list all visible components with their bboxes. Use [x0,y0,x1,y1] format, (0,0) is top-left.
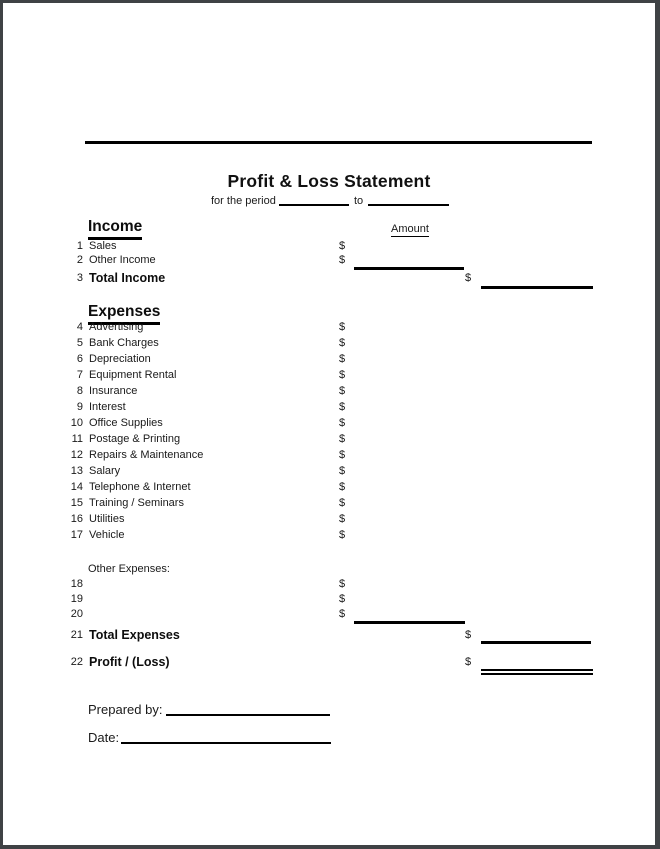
row-label: Salary [89,465,121,477]
profit-loss-double-line-bottom [481,673,593,675]
currency-symbol: $ [339,240,346,252]
row-number: 13 [70,465,83,477]
expense-row-interest [3,401,655,417]
currency-symbol: $ [339,321,346,333]
expenses-heading: Expenses [88,303,160,325]
currency-symbol: $ [339,481,346,493]
currency-symbol: $ [339,513,346,525]
row-number: 7 [76,369,83,381]
row-label: Vehicle [89,529,125,541]
currency-symbol: $ [339,385,346,397]
row-number: 17 [70,529,83,541]
profit-loss-double-line-top [481,669,593,671]
income-heading: Income [88,218,142,240]
row-number: 6 [76,353,83,365]
expense-row-repairs-maintenance [3,449,655,465]
expense-row-telephone-internet [3,481,655,497]
row-number: 12 [70,449,83,461]
row-label: Interest [89,401,126,413]
row-label: Office Supplies [89,417,163,429]
period-prefix-label: for the period [211,195,276,207]
row-label: Profit / (Loss) [89,655,170,669]
other-expenses-heading: Other Expenses: [88,563,170,575]
row-label: Advertising [89,321,144,333]
row-number: 1 [76,240,83,252]
period-connector-label: to [354,195,364,207]
page-title: Profit & Loss Statement [227,171,431,191]
expense-row-postage-printing [3,433,655,449]
row-number: 21 [70,629,83,641]
currency-symbol: $ [339,593,346,605]
total-expenses-line [481,641,591,644]
expense-row-advertising [3,321,655,337]
currency-symbol: $ [339,369,346,381]
currency-symbol: $ [465,629,472,641]
header-rule [85,141,592,144]
row-number: 5 [76,337,83,349]
expense-row-salary [3,465,655,481]
row-number: 14 [70,481,83,493]
currency-symbol: $ [339,465,346,477]
currency-symbol: $ [339,578,346,590]
row-number: 19 [70,593,83,605]
period-from-blank [279,204,349,206]
row-label: Depreciation [89,353,151,365]
row-label: Total Expenses [89,628,180,642]
currency-symbol: $ [339,608,346,620]
row-number: 8 [76,385,83,397]
row-number: 20 [70,608,83,620]
currency-symbol: $ [339,254,346,266]
currency-symbol: $ [339,433,346,445]
expense-row-bank-charges [3,337,655,353]
currency-symbol: $ [339,353,346,365]
expense-row-vehicle [3,529,655,545]
row-number: 11 [71,433,83,445]
row-label: Postage & Printing [89,433,181,445]
expense-row-office-supplies [3,417,655,433]
income-row-other-income [3,254,655,270]
row-label: Total Income [89,271,166,285]
other-expense-row-19 [3,593,655,609]
currency-symbol: $ [339,417,346,429]
currency-symbol: $ [339,337,346,349]
date-blank [121,742,331,744]
row-number: 16 [70,513,83,525]
expense-row-utilities [3,513,655,529]
row-label: Telephone & Internet [89,481,191,493]
currency-symbol: $ [465,656,472,668]
currency-symbol: $ [339,401,346,413]
row-number: 18 [70,578,83,590]
currency-symbol: $ [339,449,346,461]
prepared-by-blank [166,714,330,716]
date-label: Date: [88,730,120,745]
prepared-by-label: Prepared by: [88,702,163,717]
period-to-blank [368,204,449,206]
expense-row-training-seminars [3,497,655,513]
row-label: Utilities [89,513,125,525]
row-label: Sales [89,240,117,252]
expense-row-equipment-rental [3,369,655,385]
row-label: Bank Charges [89,337,159,349]
row-number: 4 [76,321,83,333]
row-label: Insurance [89,385,138,397]
currency-symbol: $ [339,529,346,541]
expense-row-insurance [3,385,655,401]
row-label: Other Income [89,254,156,266]
row-number: 2 [76,254,83,266]
row-number: 3 [76,272,83,284]
currency-symbol: $ [465,272,472,284]
row-label: Equipment Rental [89,369,177,381]
row-number: 9 [76,401,83,413]
other-expense-row-20 [3,608,655,624]
row-label: Training / Seminars [89,497,184,509]
row-label: Repairs & Maintenance [89,449,204,461]
expense-row-depreciation [3,353,655,369]
row-number: 22 [70,656,83,668]
other-expense-row-18 [3,578,655,594]
expenses-subtotal-line [354,621,465,624]
income-subtotal-line [354,267,464,270]
currency-symbol: $ [339,497,346,509]
amount-column-header: Amount [391,223,429,235]
row-number: 15 [70,497,83,509]
row-number: 10 [70,417,83,429]
total-income-line [481,286,593,289]
